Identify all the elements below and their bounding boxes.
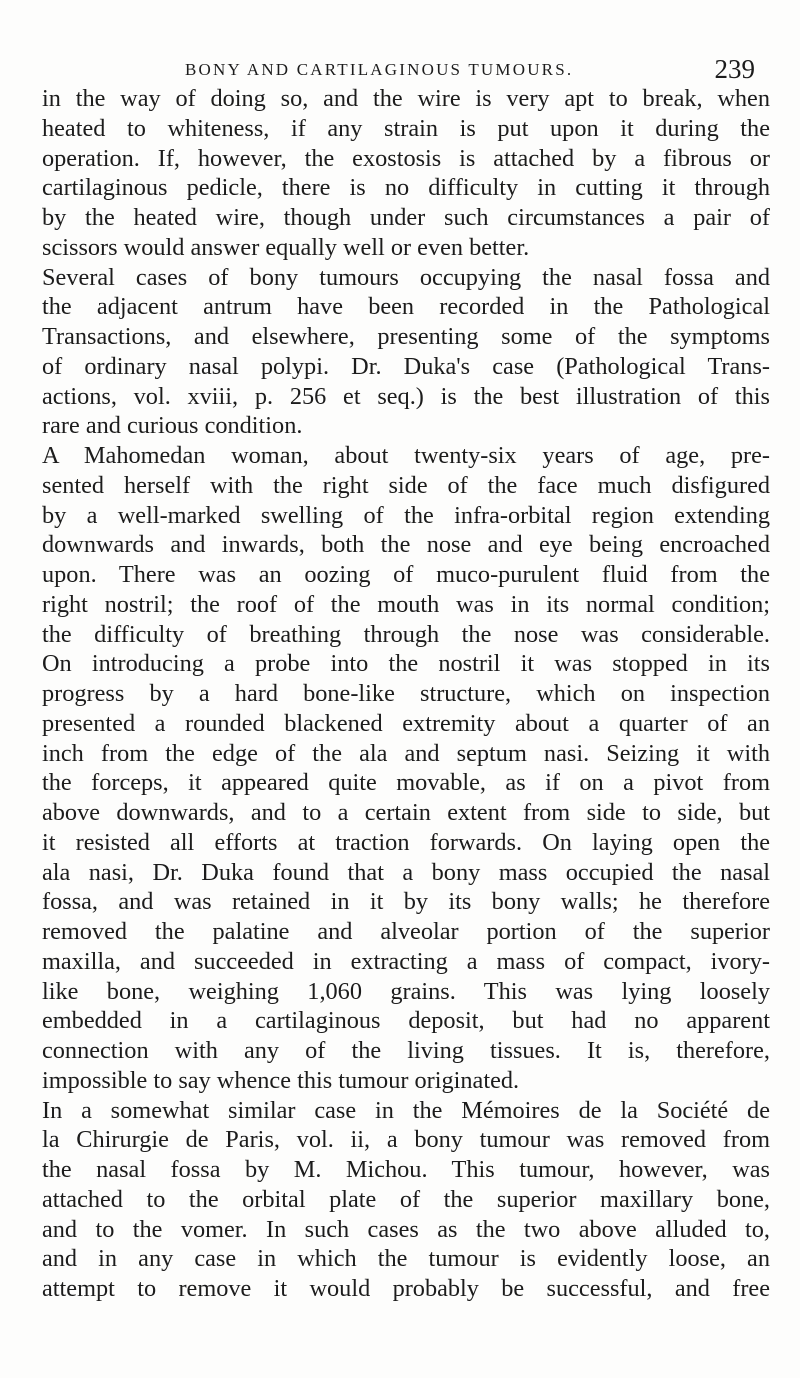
text-line: rare and curious condition. bbox=[42, 412, 303, 440]
text-line: la Chirurgie de Paris, vol. ii, a bony tumour was removed from bbox=[42, 1126, 770, 1154]
text-line: On introducing a probe into the nostril it was stopped in its bbox=[42, 650, 770, 678]
text-line: connection with any of the living tissues. It is, therefore, bbox=[42, 1037, 770, 1064]
text-line: heated to whiteness, if any strain is put upon it during the bbox=[42, 114, 770, 142]
text-line: right nostril; the roof of the mouth was in its normal condition; bbox=[42, 590, 770, 618]
page-number: 239 bbox=[714, 54, 755, 84]
text-line: and in any case in which the tumour is evidently loose, an bbox=[42, 1245, 770, 1273]
text-line: of ordinary nasal polypi. Dr. Duka's case (Pathological Trans- bbox=[42, 352, 770, 380]
text-line: and to the vomer. In such cases as the two above alluded to, bbox=[42, 1215, 770, 1243]
running-header bbox=[0, 54, 800, 84]
text-line: like bone, weighing 1,060 grains. This was lying loosely bbox=[42, 977, 770, 1005]
text-line: in the way of doing so, and the wire is very apt to break, when bbox=[42, 85, 770, 112]
text-line: removed the palatine and alveolar portion of the superior bbox=[42, 918, 770, 945]
text-line: impossible to say whence this tumour originated. bbox=[42, 1066, 520, 1094]
text-line: upon. There was an oozing of muco-purulent fluid from the bbox=[42, 561, 770, 588]
text-line: maxilla, and succeeded in extracting a mass of compact, ivory- bbox=[42, 947, 770, 975]
text-line: the forceps, it appeared quite movable, as if on a pivot from bbox=[42, 769, 770, 797]
text-line: cartilaginous pedicle, there is no difficulty in cutting it through bbox=[42, 174, 770, 202]
text-line: fossa, and was retained in it by its bony walls; he therefore bbox=[42, 888, 770, 916]
text-line: A Mahomedan woman, about twenty-six years of age, pre- bbox=[42, 442, 770, 469]
text-line: it resisted all efforts at traction forwards. On laying open the bbox=[42, 828, 770, 856]
text-line: embedded in a cartilaginous deposit, but had no apparent bbox=[42, 1007, 770, 1035]
text-line: above downwards, and to a certain extent from side to side, but bbox=[42, 799, 770, 826]
text-line: presented a rounded blackened extremity about a quarter of an bbox=[42, 709, 770, 737]
text-line: sented herself with the right side of the face much disfigured bbox=[42, 471, 770, 499]
text-line: Several cases of bony tumours occupying the nasal fossa and bbox=[42, 263, 770, 291]
text-line: the nasal fossa by M. Michou. This tumour, however, was bbox=[42, 1156, 770, 1183]
text-line: the difficulty of breathing through the nose was considerable. bbox=[42, 620, 770, 648]
text-line: downwards and inwards, both the nose and eye being encroached bbox=[42, 531, 770, 559]
body-text bbox=[42, 84, 770, 1304]
text-line: ala nasi, Dr. Duka found that a bony mass occupied the nasal bbox=[42, 858, 770, 886]
text-line: attempt to remove it would probably be successful, and free bbox=[42, 1275, 770, 1302]
text-line: the adjacent antrum have been recorded in the Pathological bbox=[42, 293, 770, 321]
text-line: Transactions, and elsewhere, presenting some of the symptoms bbox=[42, 323, 770, 350]
text-line: by the heated wire, though under such circumstances a pair of bbox=[42, 204, 770, 231]
text-line: In a somewhat similar case in the Mémoires de la Société de bbox=[42, 1096, 770, 1124]
text-line: operation. If, however, the exostosis is attached by a fibrous or bbox=[42, 144, 770, 172]
text-line: inch from the edge of the ala and septum nasi. Seizing it with bbox=[42, 739, 770, 767]
text-line: scissors would answer equally well or even better. bbox=[42, 233, 530, 261]
text-line: attached to the orbital plate of the superior maxillary bone, bbox=[42, 1185, 770, 1213]
text-line: actions, vol. xviii, p. 256 et seq.) is the best illustration of this bbox=[42, 382, 770, 410]
text-line: progress by a hard bone-like structure, which on inspection bbox=[42, 680, 770, 707]
running-title: BONY AND CARTILAGINOUS TUMOURS. bbox=[185, 60, 574, 79]
text-line: by a well-marked swelling of the infra-orbital region extending bbox=[42, 501, 770, 529]
